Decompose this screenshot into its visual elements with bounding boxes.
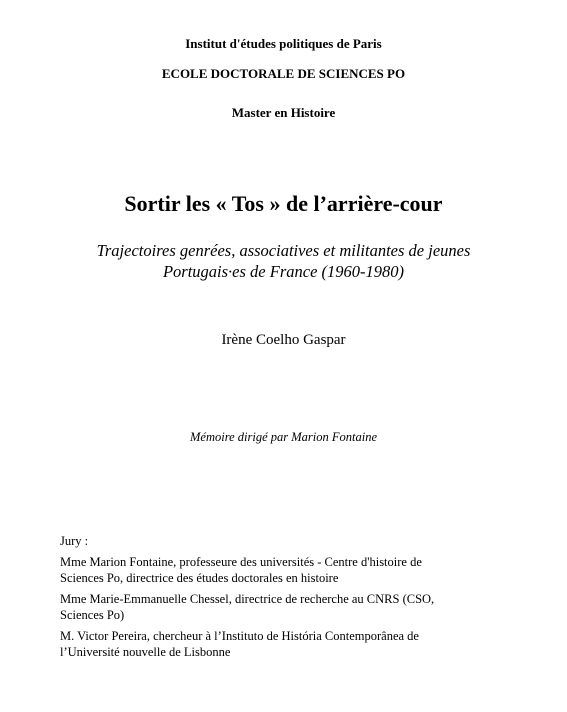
jury-member: [60, 628, 530, 660]
jury-member-line-2: Sciences Po): [60, 608, 125, 622]
degree-name: Master en Histoire: [231, 105, 336, 120]
jury-member-line-2: l’Université nouvelle de Lisbonne: [60, 645, 231, 659]
thesis-subtitle: [0, 240, 567, 282]
jury-member: [60, 591, 530, 623]
jury-member-line-1: M. Victor Pereira, chercheur à l’Instituto de História Contemporânea de: [60, 629, 419, 643]
jury-member: [60, 554, 530, 586]
supervisor-line: Mémoire dirigé par Marion Fontaine: [189, 430, 377, 444]
jury-section: [60, 533, 530, 665]
subtitle-line-2: Portugais·es de France (1960-1980): [162, 262, 405, 281]
jury-member-line-2: Sciences Po, directrice des études doctorales en histoire: [60, 571, 339, 585]
jury-label: Jury :: [60, 534, 89, 548]
doctoral-school-name: ECOLE DOCTORALE DE SCIENCES PO: [161, 66, 406, 81]
subtitle-line-1: Trajectoires genrées, associatives et militantes de jeunes: [96, 241, 471, 260]
author-name: Irène Coelho Gaspar: [221, 332, 346, 348]
institute-name: Institut d'études politiques de Paris: [185, 36, 382, 51]
thesis-title: Sortir les « Tos » de l’arrière-cour: [124, 191, 443, 216]
jury-member-line-1: Mme Marion Fontaine, professeure des universités - Centre d'histoire de: [60, 555, 422, 569]
jury-member-line-1: Mme Marie-Emmanuelle Chessel, directrice de recherche au CNRS (CSO,: [60, 592, 435, 606]
